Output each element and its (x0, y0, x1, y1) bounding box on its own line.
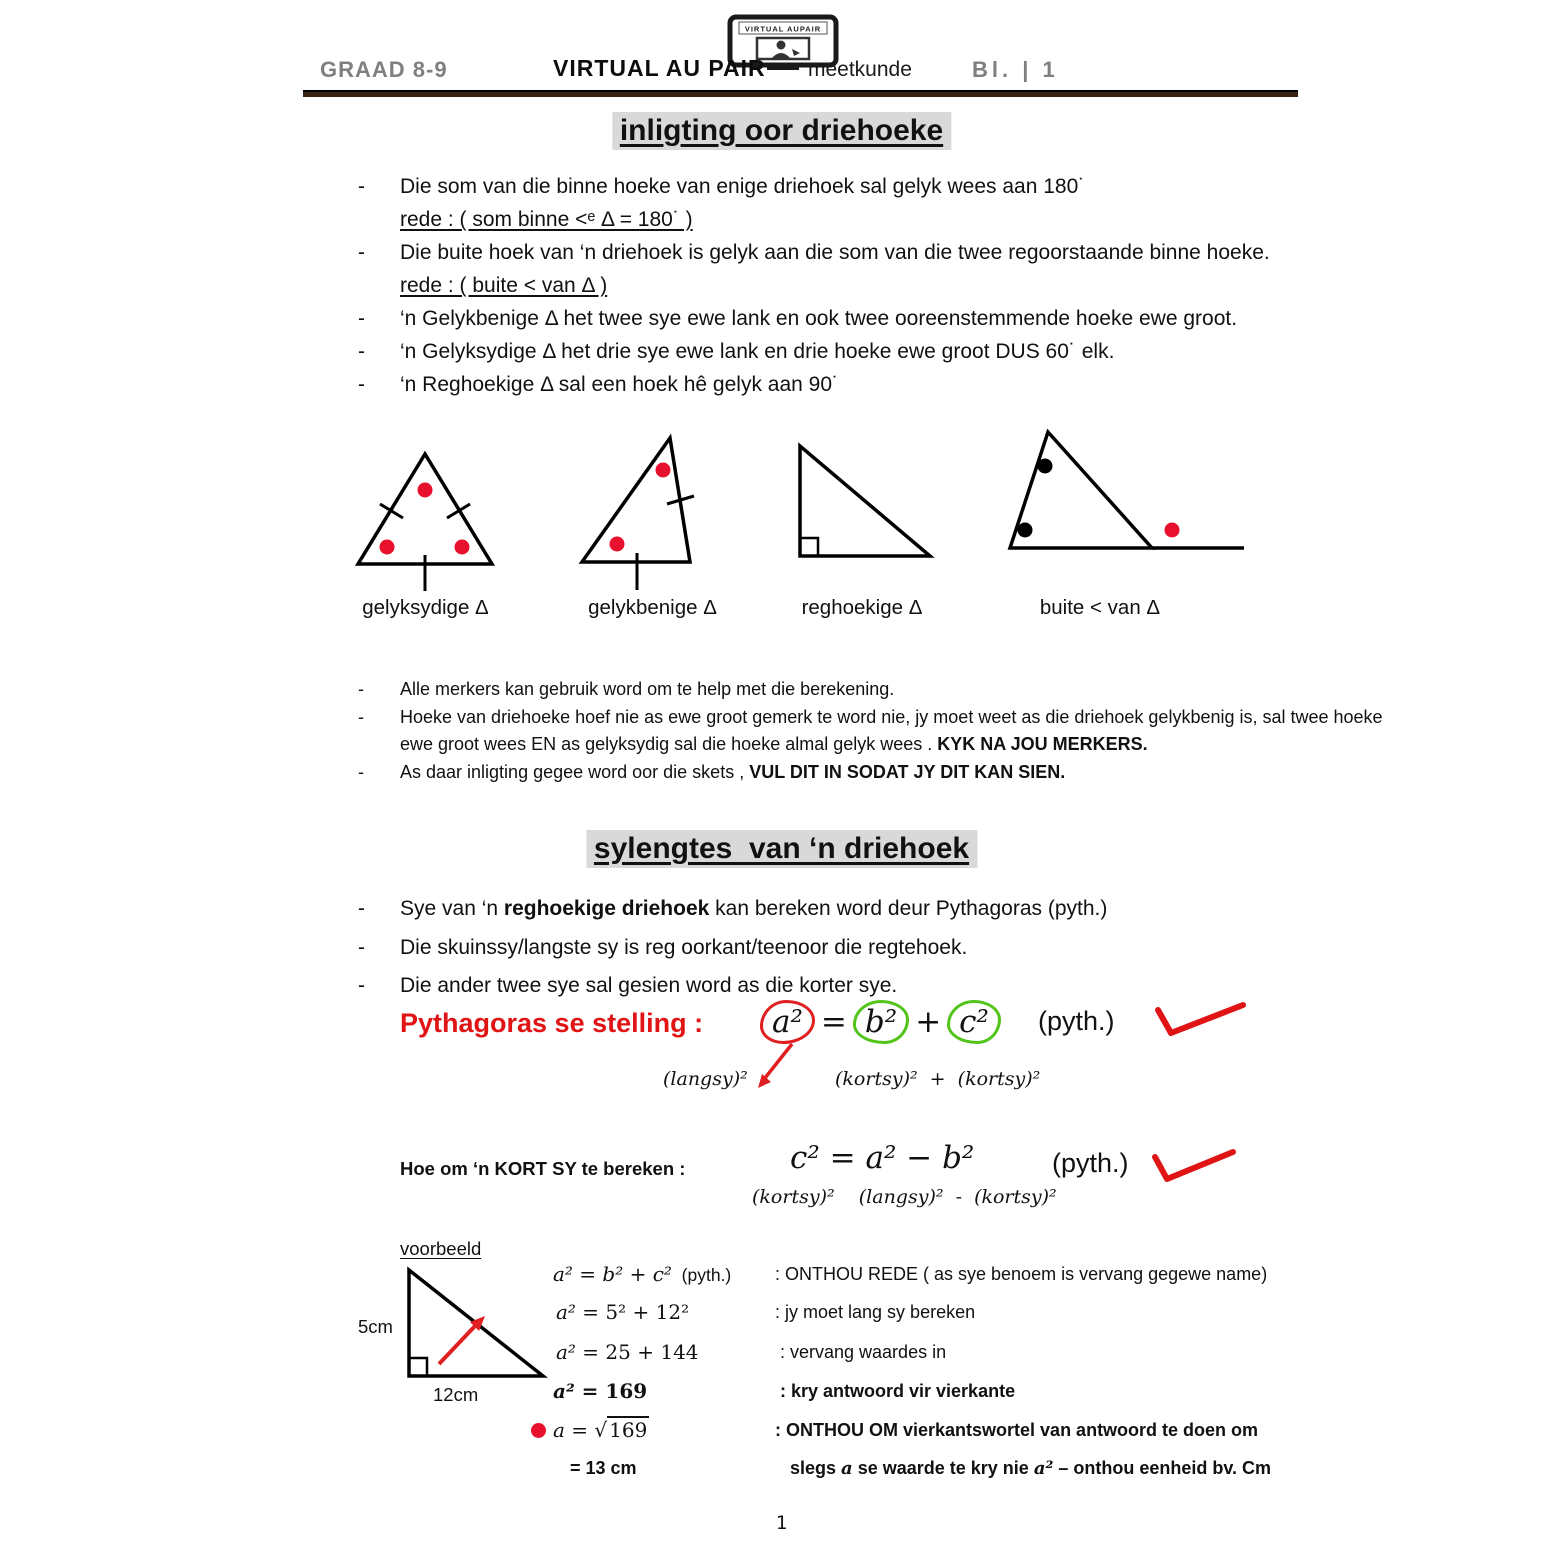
grade-label: GRAAD 8-9 (320, 57, 448, 82)
exterior-angle-triangle-figure (1000, 424, 1250, 559)
brand-title: VIRTUAL AU PAIR (553, 55, 766, 81)
checkmark-icon (1150, 996, 1250, 1044)
red-dot-marker (531, 1423, 546, 1438)
list-item (358, 170, 1308, 203)
step-note-2: : jy moet lang sy bereken (775, 1302, 976, 1322)
list-item (358, 759, 1418, 787)
langsy-label: (langsy)² (663, 1068, 748, 1090)
pythagoras-heading: Pythagoras se stelling : (400, 1008, 704, 1038)
reason-text: rede : ( buite < van Δ ) (400, 274, 608, 297)
header-rule (303, 90, 1298, 97)
step-note-4: : kry antwoord vir vierkante (780, 1381, 1016, 1401)
dash-marker: - (358, 706, 364, 727)
bullet-text: ‘n Reghoekige Δ sal een hoek hê gelyk aan 90˙ (400, 373, 840, 396)
checkmark-icon (1148, 1144, 1240, 1190)
figure-label-exterior: buite < van Δ (1039, 596, 1161, 619)
short-side-sublabel: (kortsy)² (langsy)² - (kortsy)² (752, 1186, 1057, 1208)
side-length-left-label: 5cm (358, 1316, 393, 1337)
red-circled-term: a² (760, 1000, 815, 1044)
list-item (400, 269, 1308, 302)
dash-marker: - (358, 307, 365, 330)
section-title-inligting: inligting oor driehoeke (612, 112, 951, 150)
step-note-1: : ONTHOU REDE ( as sye benoem is vervang gegewe name) (775, 1264, 1268, 1284)
pythagoras-formula: a² = b² + c² (760, 1000, 1001, 1044)
page-ref: Bl. | 1 (972, 57, 1059, 82)
dash-marker: - (358, 761, 364, 782)
list-item (358, 368, 1308, 401)
green-circled-term: b² (853, 1000, 909, 1044)
dash-marker: - (358, 974, 365, 997)
list-item (358, 704, 1418, 759)
math-step-5-sqrt-expression: a = √ 169 (553, 1418, 648, 1442)
bullet-text: ‘n Gelykbenige Δ het twee sye ewe lank en ook twee ooreenstemmende hoeke ewe groot. (400, 307, 1238, 330)
reason-text: rede : ( som binne <ᵉ Δ = 180˙ ) (400, 208, 693, 231)
pyth-tag: (pyth.) (1038, 1006, 1115, 1036)
short-side-heading: Hoe om ‘n KORT SY te bereken : (400, 1158, 686, 1179)
notes-list (358, 676, 1418, 786)
example-title: voorbeeld (400, 1238, 482, 1259)
figure-label-right: reghoekige Δ (801, 596, 923, 619)
section-title-sylengtes: sylengtes van ‘n driehoek (586, 830, 977, 868)
list-item (358, 890, 1308, 929)
list-item (358, 302, 1308, 335)
step-note-6: slegs a se waarde te kry nie a² – onthou eenheid bv. Cm (790, 1458, 1272, 1479)
math-step-3: a² = 25 + 144 (556, 1340, 699, 1364)
list-item (400, 203, 1308, 236)
subject-label: meetkunde (808, 58, 912, 81)
right-triangle-figure (788, 440, 938, 562)
example-right-triangle (393, 1264, 551, 1384)
bullet-text: Die ander twee sye sal gesien word as die korter sye. (400, 974, 898, 997)
bullet-text: Die buite hoek van ‘n driehoek is gelyk aan die som van die twee regoorstaande binne hoeke. (400, 241, 1270, 264)
step-note-3: : vervang waardes in (780, 1342, 947, 1362)
short-side-formula: c² = a² − b² (790, 1140, 975, 1176)
list-item (358, 676, 1418, 704)
math-step-4: a² = 169 (553, 1379, 648, 1403)
side-length-bottom-label: 12cm (433, 1384, 479, 1405)
figure-label-equilateral: gelyksydige Δ (362, 596, 489, 619)
page-number: 1 (775, 1512, 788, 1534)
triangle-info-list (358, 170, 1308, 401)
side-length-list (358, 890, 1308, 1006)
dash-marker: - (358, 241, 365, 264)
dash-marker: - (358, 679, 364, 699)
bullet-text: Sye van ‘n reghoekige driehoek kan bereken word deur Pythagoras (pyth.) (400, 897, 1108, 920)
bullet-text: Die skuinssy/langste sy is reg oorkant/teenoor die regtehoek. (400, 935, 968, 959)
bullet-text: Die som van die binne hoeke van enige driehoek sal gelyk wees aan 180˙ (400, 175, 1086, 198)
figure-label-isosceles: gelykbenige Δ (588, 596, 717, 619)
math-step-1: a² = b² + c² (pyth.) (553, 1262, 732, 1286)
dash-marker: - (358, 373, 365, 396)
dash-marker: - (358, 175, 365, 198)
note-text: Alle merkers kan gebruik word om te help met die berekening. (400, 679, 895, 699)
list-item (358, 335, 1308, 368)
pyth-tag: (pyth.) (1052, 1148, 1129, 1178)
dash-marker: - (358, 340, 365, 363)
note-text: As daar inligting gegee word oor die skets , VUL DIT IN SODAT JY DIT KAN SIEN. (400, 761, 1066, 782)
equilateral-triangle-figure (350, 438, 500, 600)
green-circled-term: c² (947, 1000, 1001, 1044)
kortsy-label: (kortsy)² + (kortsy)² (835, 1068, 1041, 1090)
note-text: Hoeke van driehoeke hoef nie as ewe groot gemerk te word nie, jy moet weet as die driehoek gelykbenig is, sal twee hoeke ewe groot wees EN as gelyksydig sal die hoeke almal gelyk wees . KYK NA JOU MERKERS. (400, 706, 1388, 754)
math-step-2: a² = 5² + 12² (556, 1300, 690, 1324)
list-item (358, 929, 1308, 968)
dash-marker: - (358, 935, 365, 959)
svg-text:VIRTUAL AUPAIR: VIRTUAL AUPAIR (744, 24, 822, 34)
step-note-5: : ONTHOU OM vierkantswortel van antwoord te doen om (775, 1420, 1259, 1440)
arrow-down-left-icon (752, 1040, 804, 1096)
dash-marker: - (358, 897, 365, 920)
bullet-text: ‘n Gelyksydige Δ het drie sye ewe lank en drie hoeke ewe groot DUS 60˙ elk. (400, 340, 1115, 363)
list-item (358, 236, 1308, 269)
math-step-6: = 13 cm (570, 1458, 637, 1478)
isosceles-triangle-figure (572, 430, 732, 602)
